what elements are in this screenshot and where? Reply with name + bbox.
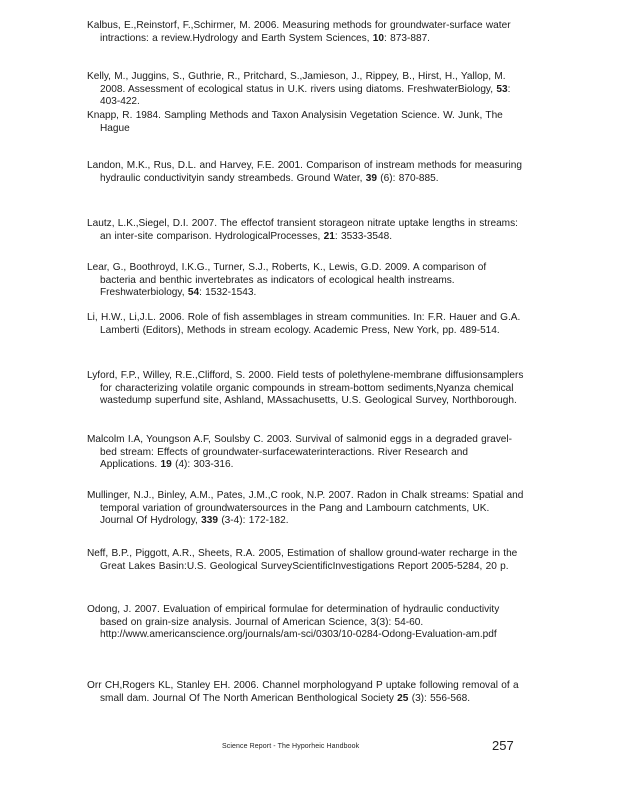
page-footer: Science Report - The Hyporheic Handbook	[222, 743, 360, 750]
reference-text: Kalbus, E.,Reinstorf, F.,Schirmer, M. 2006. Measuring methods for groundwater-surface water intractions: a review.Hydrology and Earth System Sciences,	[87, 20, 511, 44]
reference-entry	[87, 262, 524, 300]
reference-text: Knapp, R. 1984. Sampling Methods and Taxon Analysisin Vegetation Science. W. Junk, The Hague	[87, 110, 503, 134]
reference-volume: 25	[397, 692, 409, 704]
reference-entry	[87, 312, 524, 337]
reference-entry	[87, 434, 524, 472]
reference-volume: 21	[323, 230, 335, 242]
reference-pages: (6): 870-885.	[376, 172, 439, 184]
reference-volume: 53	[496, 83, 508, 95]
reference-entry	[87, 604, 524, 642]
reference-entry	[87, 71, 524, 109]
reference-pages: : 873-887.	[384, 32, 430, 44]
reference-text: Lyford, F.P., Willey, R.E.,Clifford, S. 2000. Field tests of polethylene-membrane diffusionsamplers for characterizing volatile organic compounds in stream-bottom sediments,Nyanza chemical wastedump superfund site, Ashland, MAssachusetts, U.S. Geological Survey, Northborough.	[87, 370, 524, 407]
reference-volume: 54	[187, 287, 200, 299]
reference-pages: : 1532-1543.	[199, 287, 257, 299]
reference-text: Lautz, L.K.,Siegel, D.I. 2007. The effectof transient storageon nitrate uptake lengths in streams: an inter-site comparison. HydrologicalProcesses,	[87, 218, 518, 242]
reference-text: Landon, M.K., Rus, D.L. and Harvey, F.E. 2001. Comparison of instream methods for measuring hydraulic conductivityin sandy streambeds. Ground Water,	[87, 160, 522, 184]
reference-text: Orr CH,Rogers KL, Stanley EH. 2006. Channel morphologyand P uptake following removal of a small dam. Journal Of The North American Benthological Society	[87, 680, 519, 704]
reference-text: Li, H.W., Li,J.L. 2006. Role of fish assemblages in stream communities. In: F.R. Hauer and G.A. Lamberti (Editors), Methods in stream ecology. Academic Press, New York, pp. 489-514.	[87, 312, 521, 336]
reference-pages: (3-4): 172-182.	[218, 515, 289, 527]
reference-text: Mullinger, N.J., Binley, A.M., Pates, J.M.,C rook, N.P. 2007. Radon in Chalk streams: Spatial and temporal variation of groundwatersources in the Pang and Lambourn catchments, UK. Journal Of Hydrology,	[87, 490, 524, 527]
reference-entry	[87, 20, 524, 45]
reference-text: Kelly, M., Juggins, S., Guthrie, R., Pritchard, S.,Jamieson, J., Rippey, B., Hirst, H., Yallop, M. 2008. Assessment of ecological status in U.K. rivers using diatoms. FreshwaterBiology,	[87, 71, 506, 95]
page-number: 257	[492, 738, 514, 753]
reference-text: Odong, J. 2007. Evaluation of empirical formulae for determination of hydraulic conductivity based on grain-size analysis. Journal of American Science, 3(3): 54-60. http://www.americanscience.org/journals/am-sci/0303/10-0284-Odong-Evaluation-am.pdf	[87, 604, 500, 641]
reference-volume: 339	[201, 515, 219, 527]
reference-entry	[87, 218, 524, 243]
reference-text: Neff, B.P., Piggott, A.R., Sheets, R.A. 2005, Estimation of shallow ground-water recharge in the Great Lakes Basin:U.S. Geological SurveyScientificInvestigations Report 2005-5284, 20 p.	[87, 548, 518, 572]
reference-pages: : 403-422.	[100, 83, 511, 108]
reference-entry	[87, 370, 524, 408]
reference-entry	[87, 110, 524, 135]
reference-entry	[87, 160, 524, 185]
reference-pages: (3): 556-568.	[408, 692, 471, 704]
reference-entry	[87, 680, 524, 705]
reference-entry	[87, 490, 524, 528]
reference-entry	[87, 548, 524, 573]
reference-volume: 10	[372, 32, 385, 44]
reference-text: Malcolm I.A, Youngson A.F, Soulsby C. 2003. Survival of salmonid eggs in a degraded gravel-bed stream: Effects of groundwater-surfacewaterinteractions. River Research and Applications.	[87, 434, 513, 471]
reference-pages: (4): 303-316.	[171, 459, 234, 471]
reference-volume: 19	[160, 459, 172, 471]
reference-pages: : 3533-3548.	[334, 230, 393, 242]
reference-volume: 39	[365, 172, 377, 184]
reference-text: Lear, G., Boothroyd, I.K.G., Turner, S.J., Roberts, K., Lewis, G.D. 2009. A comparison of bacteria and benthic invertebrates as indicators of ecological health instreams. Freshwaterbiology,	[87, 262, 487, 299]
